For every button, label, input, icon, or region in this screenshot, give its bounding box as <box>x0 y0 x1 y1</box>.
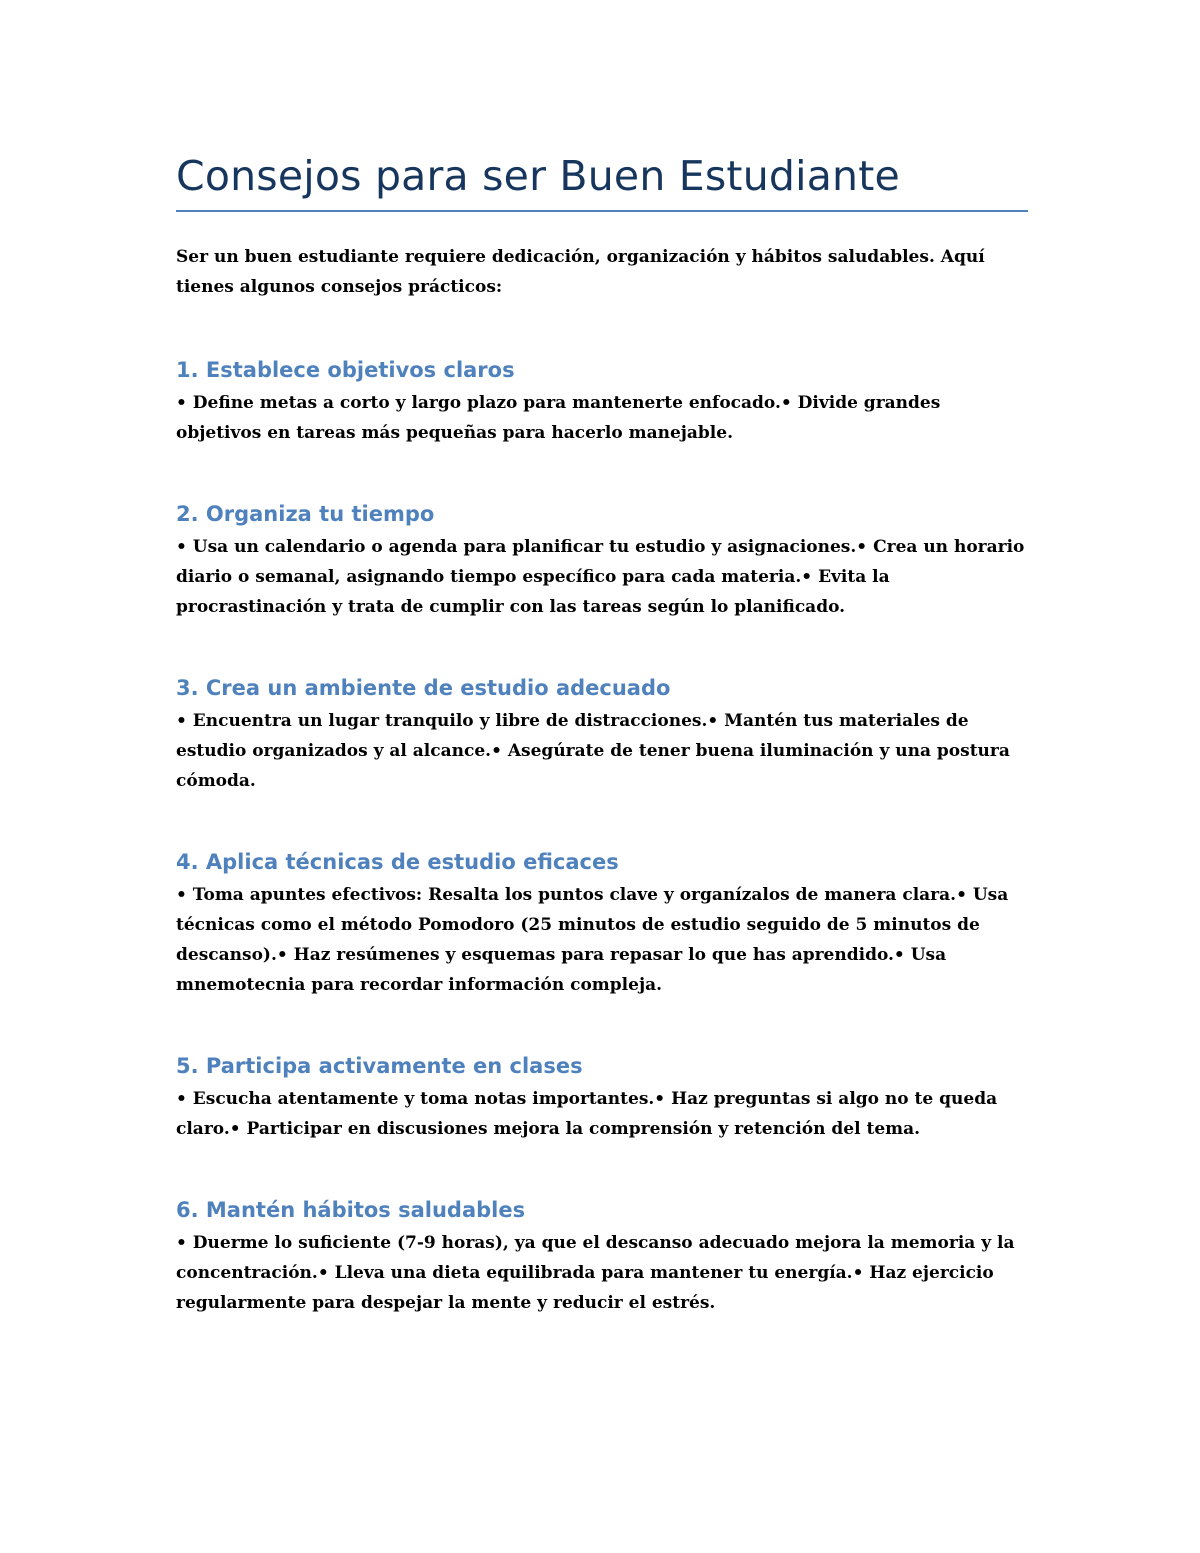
section-heading: 3. Crea un ambiente de estudio adecuado <box>176 676 671 700</box>
section-participa <box>176 1050 1028 1144</box>
section-text: • Toma apuntes efectivos: Resalta los puntos clave y organízalos de manera clara.• Usa técnicas como el método Pomodoro (25 minutos de estudio seguido de 5 minutos de descanso).• Haz resúmenes y esquemas para repasar lo que has aprendido.• Usa mnemotecnia para recordar información compleja. <box>176 885 1009 995</box>
section-objetivos <box>176 354 1028 448</box>
section-text: • Escucha atentamente y toma notas importantes.• Haz preguntas si algo no te queda claro.• Participar en discusiones mejora la comprensión y retención del tema. <box>176 1089 998 1139</box>
section-heading: 6. Mantén hábitos saludables <box>176 1198 526 1222</box>
section-habitos <box>176 1194 1028 1318</box>
section-text: • Duerme lo suficiente (7-9 horas), ya que el descanso adecuado mejora la memoria y la concentración.• Lleva una dieta equilibrada para mantener tu energía.• Haz ejercicio regularmente para despejar la mente y reducir el estrés. <box>176 1233 1015 1313</box>
section-tiempo <box>176 498 1028 622</box>
section-heading: 4. Aplica técnicas de estudio eficaces <box>176 850 619 874</box>
section-heading: 2. Organiza tu tiempo <box>176 502 435 526</box>
document-content <box>176 148 1028 1318</box>
section-heading: 1. Establece objetivos claros <box>176 358 515 382</box>
document-title: Consejos para ser Buen Estudiante <box>176 148 1028 212</box>
section-heading: 5. Participa activamente en clases <box>176 1054 583 1078</box>
section-tecnicas <box>176 846 1028 1000</box>
section-ambiente <box>176 672 1028 796</box>
section-text: • Usa un calendario o agenda para planificar tu estudio y asignaciones.• Crea un horario diario o semanal, asignando tiempo específico para cada materia.• Evita la procrastinación y trata de cumplir con las tareas según lo planificado. <box>176 537 1025 617</box>
section-text: • Define metas a corto y largo plazo para mantenerte enfocado.• Divide grandes objetivos en tareas más pequeñas para hacerlo manejable. <box>176 393 941 443</box>
intro-paragraph: Ser un buen estudiante requiere dedicación, organización y hábitos saludables. Aquí tienes algunos consejos prácticos: <box>176 247 985 297</box>
section-text: • Encuentra un lugar tranquilo y libre de distracciones.• Mantén tus materiales de estudio organizados y al alcance.• Asegúrate de tener buena iluminación y una postura cómoda. <box>176 711 1010 791</box>
